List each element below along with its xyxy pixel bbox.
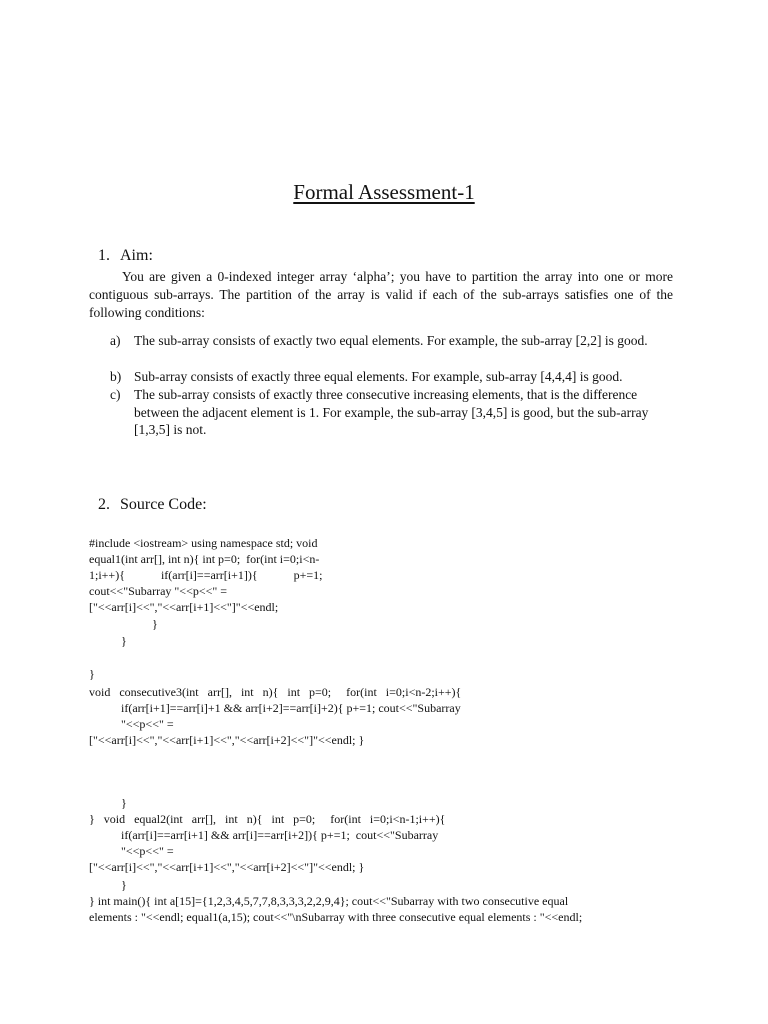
condition-text: The sub-array consists of exactly three consecutive increasing elements, that is the difference between the adjacent element is 1. For example, the sub-array [3,4,5] is good, but the sub-array [1,3,5] is not. [134,387,649,437]
condition-a [110,332,672,350]
code-line: "<<p<<" = [121,717,174,731]
condition-label: c) [110,387,121,402]
condition-label: b) [110,369,122,384]
code-line: } [152,617,158,631]
code-line: ["<<arr[i]<<","<<arr[i+1]<<"]"<<endl; [89,600,279,614]
condition-text: Sub-array consists of exactly three equal elements. For example, sub-array [4,4,4] is good. [134,369,623,384]
code-line: 1;i++){ if(arr[i]==arr[i+1]){ p+=1; [89,568,323,582]
code-line: } [121,878,127,892]
code-line: } [121,796,127,810]
code-line: cout<<"Subarray "<<p<<" = [89,584,228,598]
aim-heading-text: Aim: [120,247,153,264]
code-line: if(arr[i+1]==arr[i]+1 && arr[i+2]==arr[i]+2){ p+=1; cout<<"Subarray [121,701,461,715]
code-line: ["<<arr[i]<<","<<arr[i+1]<<","<<arr[i+2]<<"]"<<endl; } [89,860,365,874]
code-line: if(arr[i]==arr[i+1] && arr[i]==arr[i+2]){ p+=1; cout<<"Subarray [121,828,439,842]
code-line: ["<<arr[i]<<","<<arr[i+1]<<","<<arr[i+2]<<"]"<<endl; } [89,733,365,747]
aim-paragraph: You are given a 0-indexed integer array ‘alpha’; you have to partition the array into one or more contiguous sub-arrays. The partition of the array is valid if each of the sub-arrays satisfies one of the following conditions: [89,269,673,320]
code-line: } int main(){ int a[15]={1,2,3,4,5,7,7,8,3,3,3,2,2,9,4}; cout<<"Subarray with two consecutive equal [89,894,569,908]
code-line: } [89,667,95,681]
code-line: #include <iostream> using namespace std; void [89,536,318,550]
code-line: void consecutive3(int arr[], int n){ int p=0; for(int i=0;i<n-2;i++){ [89,685,462,699]
code-line: } [121,634,127,648]
condition-text: The sub-array consists of exactly two equal elements. For example, the sub-array [2,2] is good. [134,333,648,348]
aim-heading [98,247,153,265]
condition-c [110,386,672,439]
source-number: 2. [98,496,110,513]
code-line: } void equal2(int arr[], int n){ int p=0; for(int i=0;i<n-1;i++){ [89,812,446,826]
condition-label: a) [110,333,121,348]
source-heading-text: Source Code: [120,496,207,513]
page-title: Formal Assessment-1 [293,180,475,204]
aim-number: 1. [98,247,110,264]
code-line: elements : "<<endl; equal1(a,15); cout<<"\nSubarray with three consecutive equal elements : "<<endl; [89,910,583,924]
code-line: "<<p<<" = [121,844,174,858]
code-line: equal1(int arr[], int n){ int p=0; for(int i=0;i<n- [89,552,320,566]
source-heading [98,496,207,514]
condition-b [110,368,672,386]
